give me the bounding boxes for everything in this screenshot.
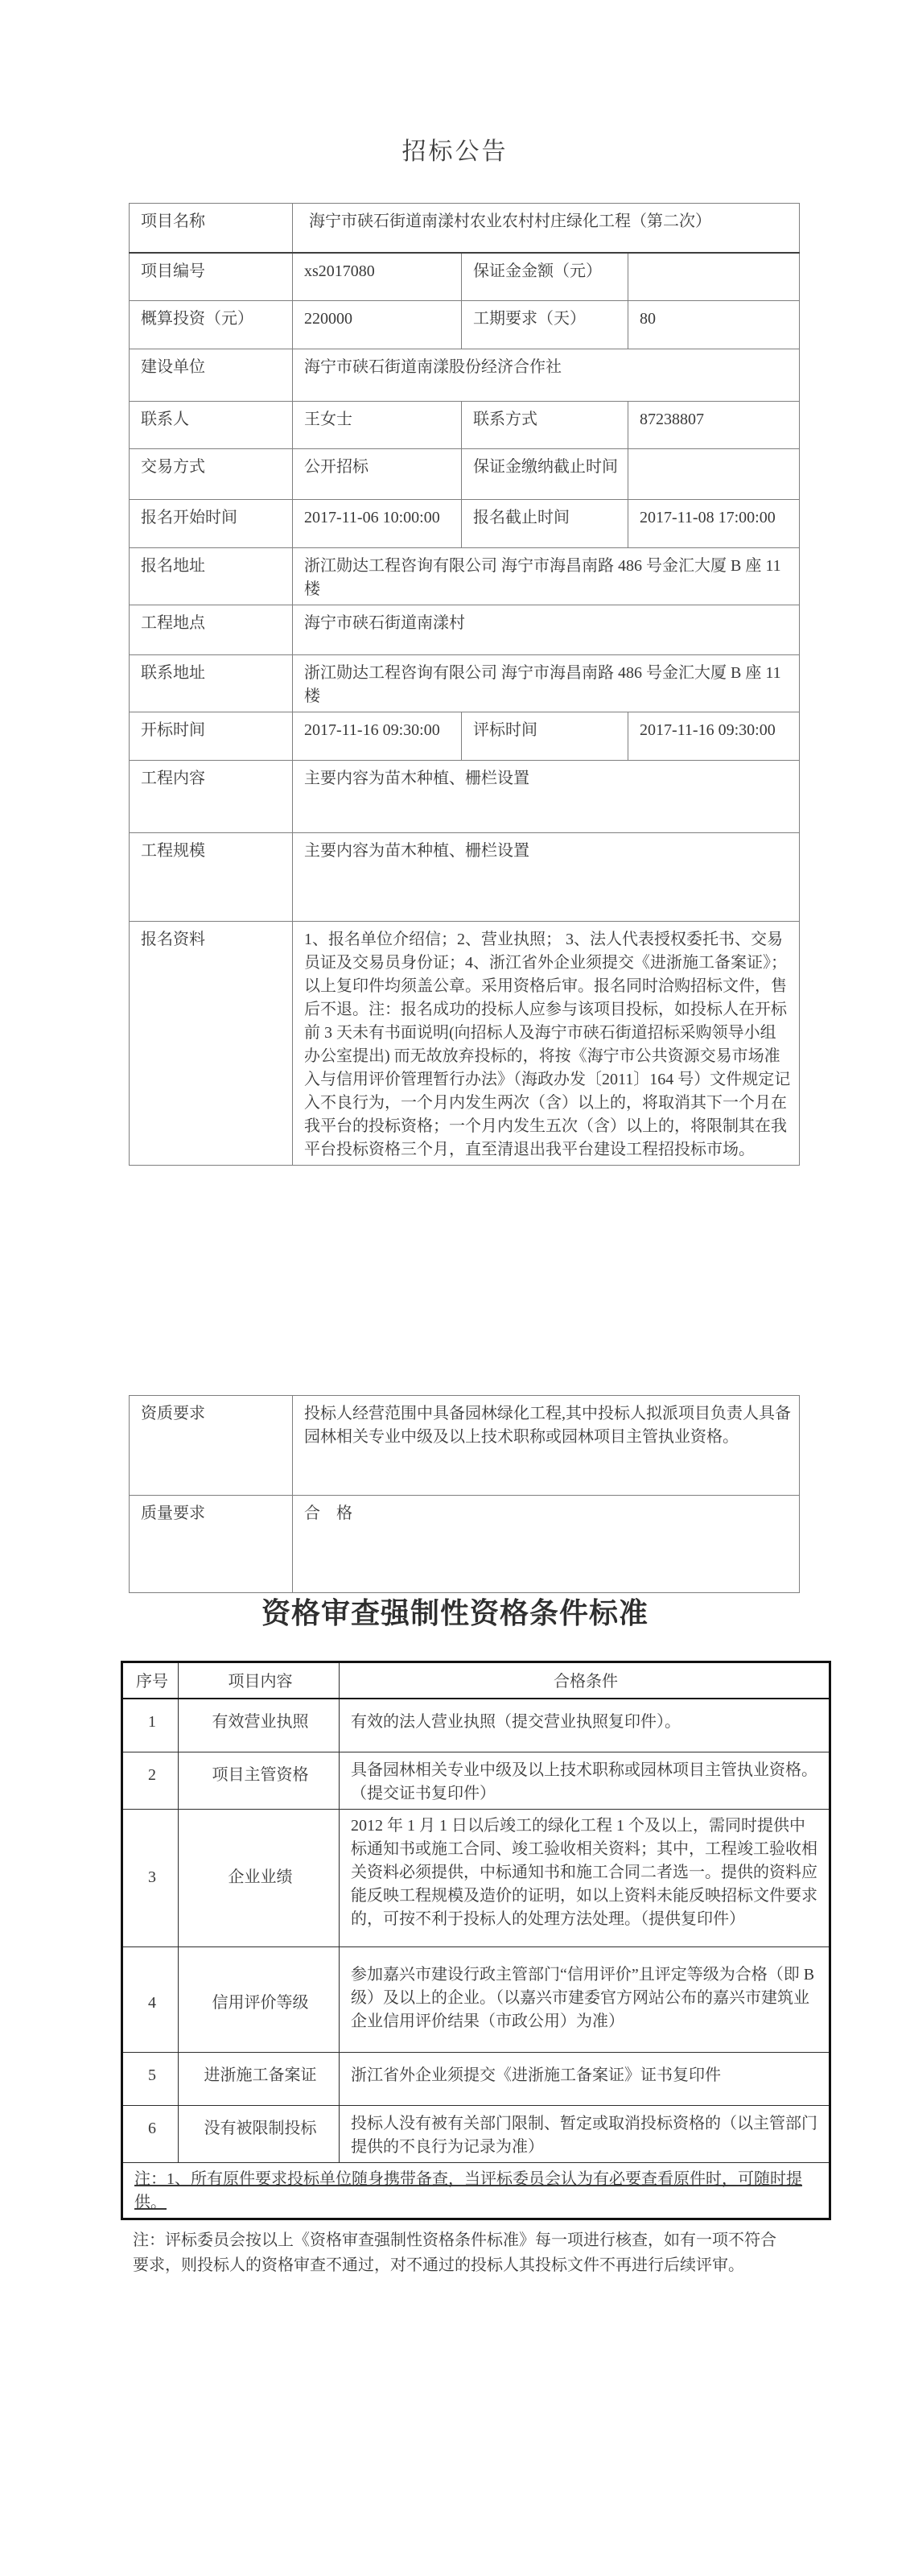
footer-note: 注：评标委员会按以上《资格审查强制性资格条件标准》每一项进行核查，如有一项不符合要求，则投标人的资格审查不通过，对不通过的投标人其投标文件不再进行后续评审。	[133, 2231, 776, 2274]
table-row	[130, 301, 800, 349]
row-value: 公开招标	[293, 449, 462, 500]
row-label: 工期要求（天）	[462, 301, 628, 349]
row-condition: 具备园林相关专业中级及以上技术职称或园林项目主管执业资格。（提交证书复印件）	[340, 1752, 830, 1810]
row-value: 2017-11-16 09:30:00	[293, 712, 462, 761]
requirements-table	[129, 1395, 800, 1593]
row-label: 报名截止时间	[462, 500, 628, 548]
row-item: 进浙施工备案证	[179, 2053, 340, 2106]
row-value: xs2017080	[293, 253, 462, 301]
table-note-row	[122, 2163, 830, 2219]
table-note: 注：1、所有原件要求投标单位随身携带备查，当评标委员会认为有必要查看原件时，可随时提供。	[122, 2163, 830, 2219]
row-value: 2017-11-06 10:00:00	[293, 500, 462, 548]
row-label: 工程地点	[130, 605, 293, 655]
column-header: 序号	[122, 1662, 179, 1699]
table-row	[130, 712, 800, 761]
table-row	[130, 761, 800, 833]
table-row	[122, 1810, 830, 1947]
row-label: 工程规模	[130, 833, 293, 922]
row-label: 保证金金额（元）	[462, 253, 628, 301]
row-value: 主要内容为苗木种植、栅栏设置	[293, 833, 800, 922]
row-number: 6	[122, 2106, 179, 2163]
row-label: 联系人	[130, 402, 293, 449]
document-title: 招标公告	[401, 138, 509, 165]
row-condition: 浙江省外企业须提交《进浙施工备案证》证书复印件	[340, 2053, 830, 2106]
row-label: 项目名称	[130, 204, 293, 253]
row-value: 海宁市硖石街道南漾村农业农村村庄绿化工程（第二次）	[293, 204, 800, 253]
row-value: 浙江勋达工程咨询有限公司 海宁市海昌南路 486 号金汇大厦 B 座 11 楼	[293, 548, 800, 605]
row-value: 87238807	[628, 402, 800, 449]
row-label: 开标时间	[130, 712, 293, 761]
row-value: 80	[628, 301, 800, 349]
row-value: 投标人经营范围中具备园林绿化工程,其中投标人拟派项目负责人具备园林相关专业中级及以上技术职称或园林项目主管执业资格。	[293, 1396, 800, 1496]
row-label: 评标时间	[462, 712, 628, 761]
row-label: 报名资料	[130, 922, 293, 1166]
row-value: 主要内容为苗木种植、栅栏设置	[293, 761, 800, 833]
table-row	[130, 500, 800, 548]
table-row	[130, 204, 800, 253]
row-label: 建设单位	[130, 349, 293, 402]
table-row	[130, 605, 800, 655]
row-value: 合 格	[293, 1496, 800, 1593]
row-label: 联系地址	[130, 655, 293, 712]
table-row	[122, 2106, 830, 2163]
row-condition: 2012 年 1 月 1 日以后竣工的绿化工程 1 个及以上，需同时提供中标通知书或施工合同、竣工验收相关资料；其中，工程竣工验收相关资料必须提供，中标通知书和施工合同二者选一。提供的资料应能反映工程规模及造价的证明，如以上资料未能反映招标文件要求的，可按不利于投标人的处理方法处理。（提供复印件）	[340, 1810, 830, 1947]
row-value: 2017-11-16 09:30:00	[628, 712, 800, 761]
row-number: 4	[122, 1947, 179, 2053]
table-row	[122, 1699, 830, 1752]
table-header-row	[122, 1662, 830, 1699]
row-item: 项目主管资格	[179, 1752, 340, 1810]
section-title: 资格审查强制性资格条件标准	[261, 1597, 649, 1629]
row-value	[628, 449, 800, 500]
row-condition: 有效的法人营业执照（提交营业执照复印件）。	[340, 1699, 830, 1752]
row-label: 工程内容	[130, 761, 293, 833]
table-row	[122, 2053, 830, 2106]
row-number: 3	[122, 1810, 179, 1947]
row-item: 有效营业执照	[179, 1699, 340, 1752]
column-header: 项目内容	[179, 1662, 340, 1699]
table-row	[130, 922, 800, 1166]
table-row	[130, 402, 800, 449]
row-item: 信用评价等级	[179, 1947, 340, 2053]
row-label: 交易方式	[130, 449, 293, 500]
row-value: 王女士	[293, 402, 462, 449]
row-value: 海宁市硖石街道南漾村	[293, 605, 800, 655]
row-label: 资质要求	[130, 1396, 293, 1496]
row-item: 企业业绩	[179, 1810, 340, 1947]
row-value: 2017-11-08 17:00:00	[628, 500, 800, 548]
table-row	[130, 1496, 800, 1593]
criteria-table	[121, 1661, 831, 2220]
row-label: 项目编号	[130, 253, 293, 301]
row-value: 220000	[293, 301, 462, 349]
row-value: 浙江勋达工程咨询有限公司 海宁市海昌南路 486 号金汇大厦 B 座 11 楼	[293, 655, 800, 712]
row-label: 报名开始时间	[130, 500, 293, 548]
table-row	[130, 1396, 800, 1496]
row-item: 没有被限制投标	[179, 2106, 340, 2163]
row-condition: 参加嘉兴市建设行政主管部门“信用评价”且评定等级为合格（即 B 级）及以上的企业。（以嘉兴市建委官方网站公布的嘉兴市建筑业企业信用评价结果（市政公用）为准）	[340, 1947, 830, 2053]
row-value	[628, 253, 800, 301]
column-header: 合格条件	[340, 1662, 830, 1699]
row-condition: 投标人没有被有关部门限制、暂定或取消投标资格的（以主管部门提供的不良行为记录为准）	[340, 2106, 830, 2163]
row-label: 质量要求	[130, 1496, 293, 1593]
table-row	[130, 349, 800, 402]
table-row	[130, 548, 800, 605]
row-number: 2	[122, 1752, 179, 1810]
table-row	[130, 833, 800, 922]
row-label: 联系方式	[462, 402, 628, 449]
row-value: 海宁市硖石街道南漾股份经济合作社	[293, 349, 800, 402]
row-label: 报名地址	[130, 548, 293, 605]
row-number: 1	[122, 1699, 179, 1752]
table-row	[130, 253, 800, 301]
table-row	[122, 1752, 830, 1810]
table-row	[130, 655, 800, 712]
project-info-table	[129, 203, 800, 1166]
table-row	[122, 1947, 830, 2053]
row-label: 概算投资（元）	[130, 301, 293, 349]
row-value: 1、报名单位介绍信；2、营业执照； 3、法人代表授权委托书、交易员证及交易员身份证；4、浙江省外企业须提交《进浙施工备案证》；以上复印件均须盖公章。采用资格后审。报名同时洽购招标文件，售后不退。注：报名成功的投标人应参与该项目投标，如投标人在开标前 3 天未有书面说明(向招标人及海宁市硖石街道招标采购领导小组办公室提出) 而无故放弃投标的，将按《海宁市公共资源交易市场准入与信用评价管理暂行办法》（海政办发〔2011〕164 号）文件规定记入不良行为，一个月内发生两次（含）以上的，将取消其下一个月在我平台的投标资格；一个月内发生五次（含）以上的，将限制其在我平台投标资格三个月，直至清退出我平台建设工程招投标市场。	[293, 922, 800, 1166]
table-row	[130, 449, 800, 500]
row-label: 保证金缴纳截止时间	[462, 449, 628, 500]
row-number: 5	[122, 2053, 179, 2106]
